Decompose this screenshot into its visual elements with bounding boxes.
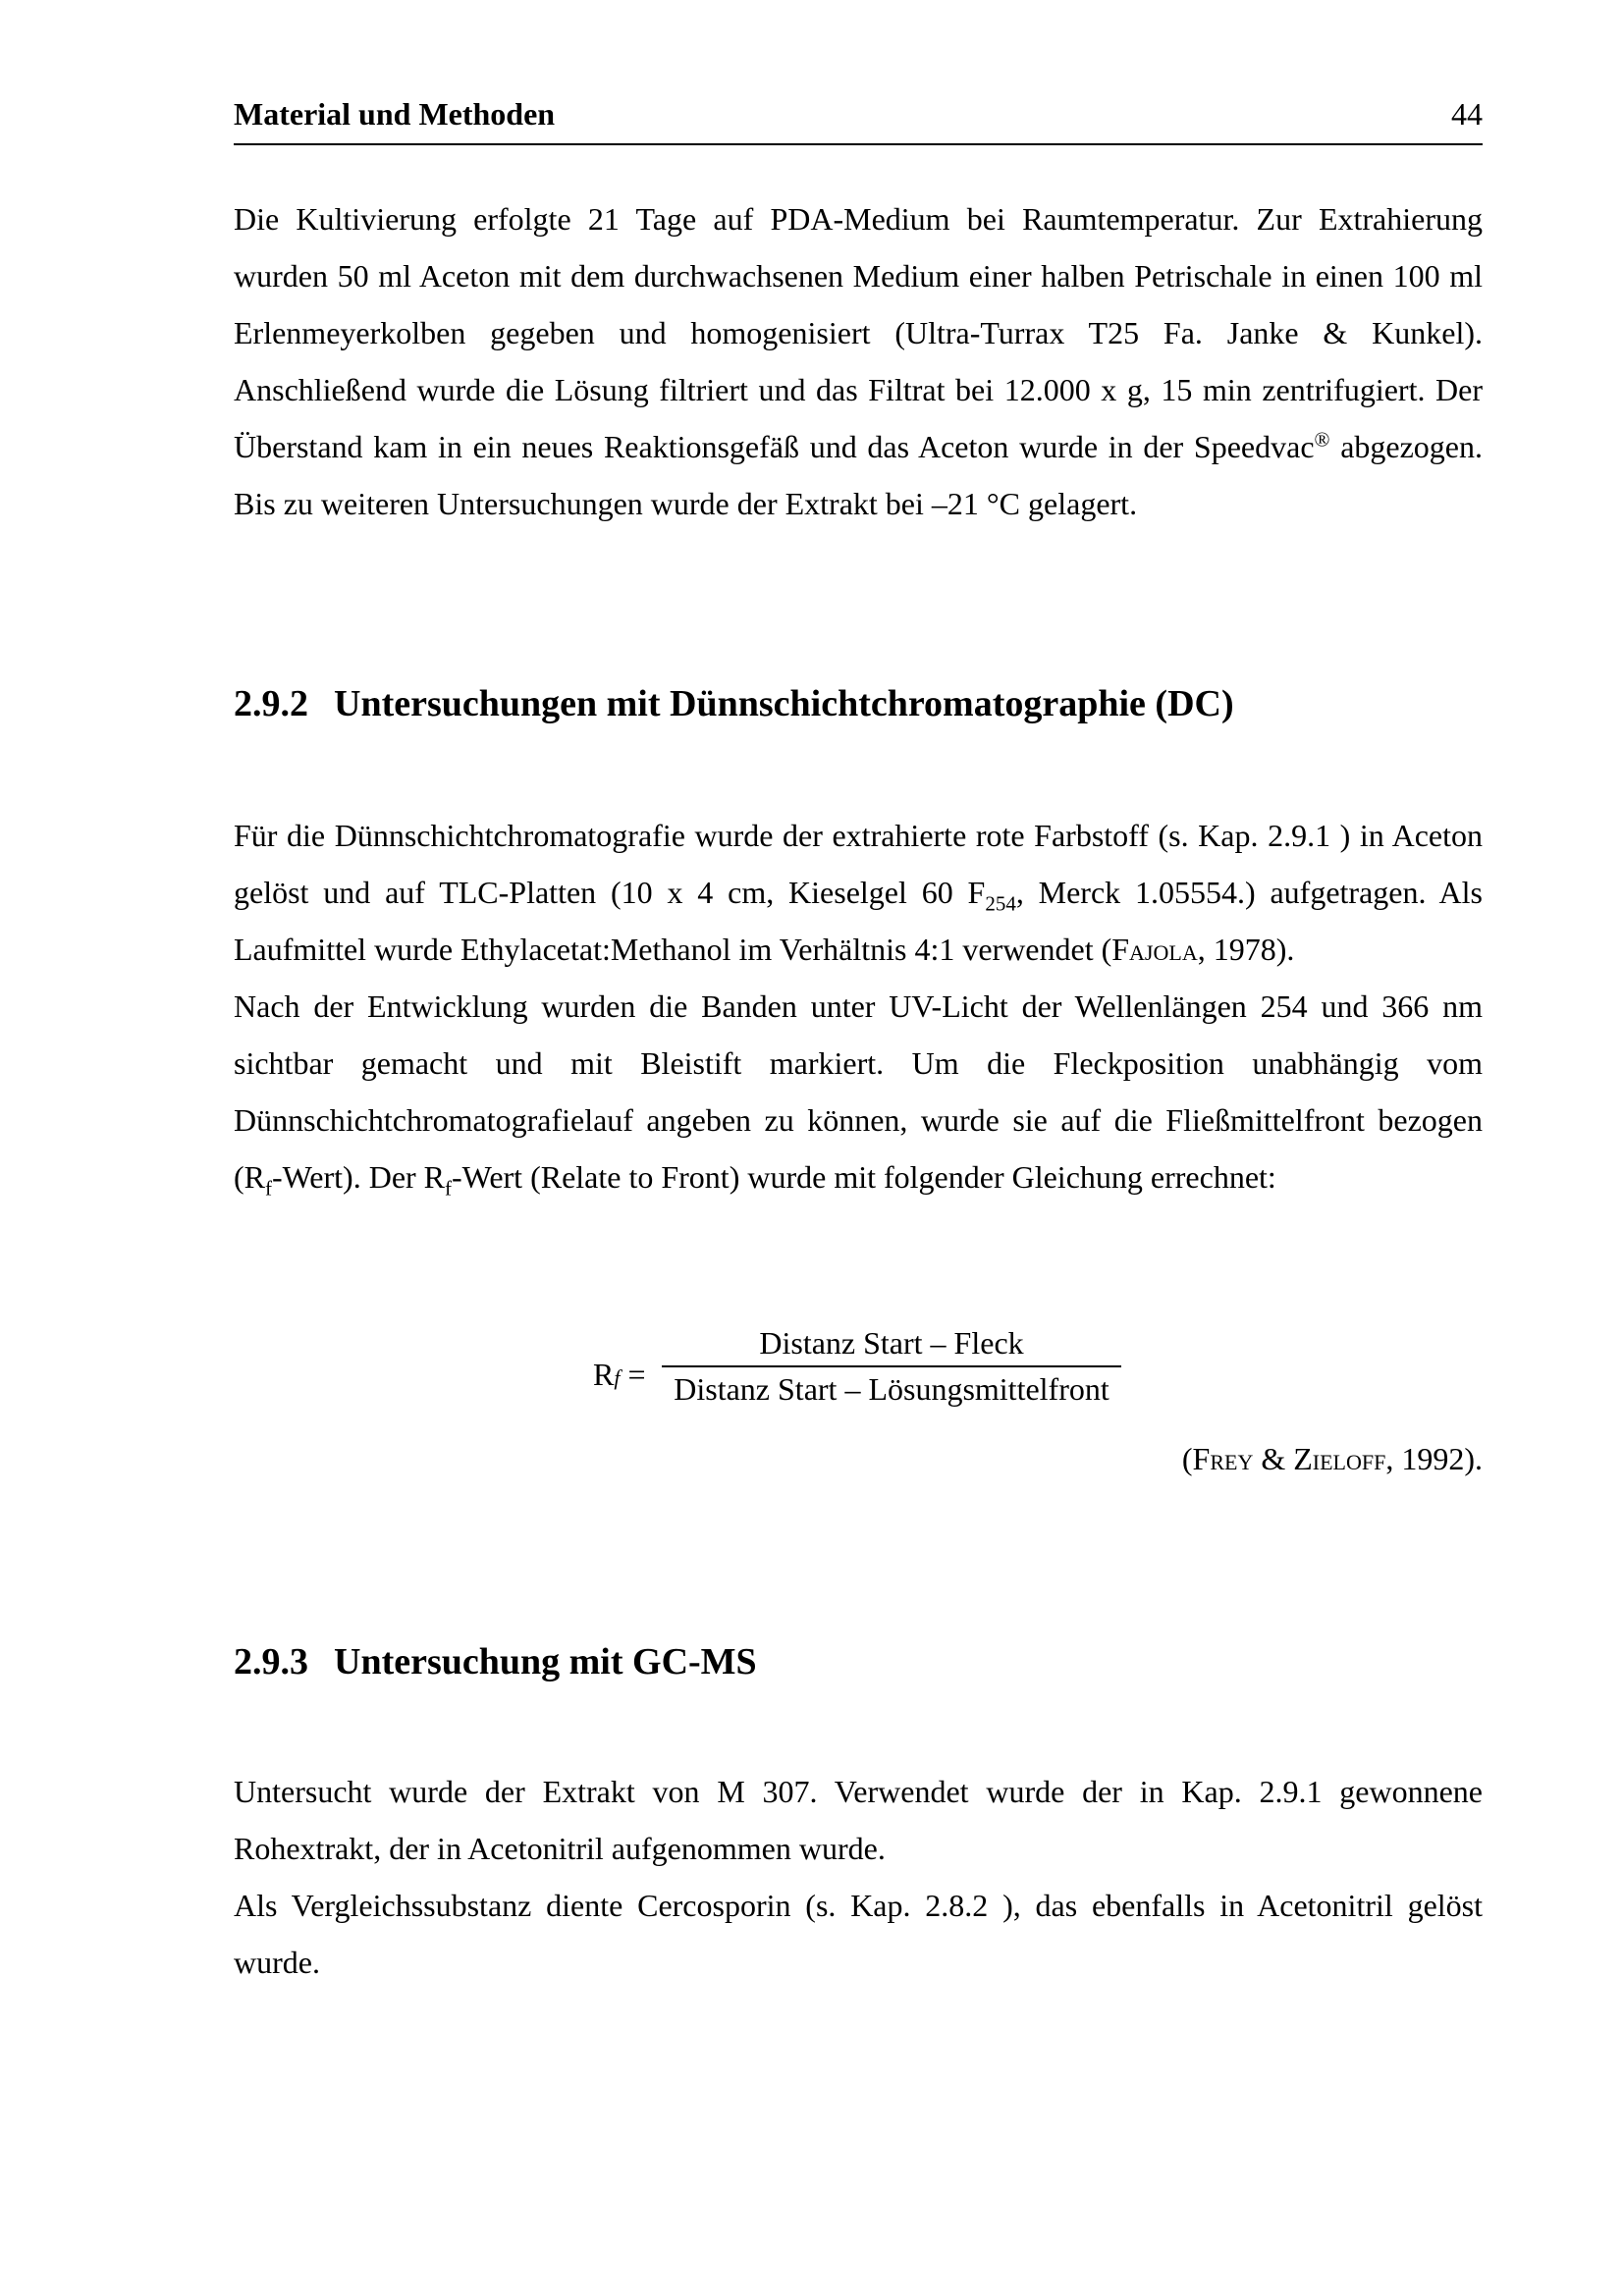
equals-sign: = [627, 1357, 646, 1392]
citation-author: Fajola [1111, 932, 1198, 967]
intro-text-1: Die Kultivierung erfolgte 21 Tage auf PDA-Medium bei Raumtemperatur. Zur Extrahierung wurden 50 ml Aceton mit dem durchwachsenen Medium einer halben Petrischale in einen 100 ml Erlenmeyerkolben gegeben und homogenisiert (Ultra-Turrax T25 Fa. Janke & Kunkel). Anschließend wurde die Lösung filtriert und das Filtrat bei 12.000 x g, 15 min zentrifugiert. Der Überstand kam in ein neues Reaktionsgefäß und das Aceton wurde in der Speedvac [234, 201, 1483, 464]
text-run: -Wert (Relate to Front) wurde mit folgender Gleichung errechnet: [452, 1159, 1276, 1195]
section-title: Untersuchung mit GC-MS [334, 1641, 757, 1682]
intro-text-2: abgezogen. Bis zu weiteren Untersuchungen wurde der Extrakt bei –21 °C gelagert. [234, 429, 1484, 521]
text-run: ( [1181, 1441, 1193, 1476]
paragraph [234, 978, 1483, 1205]
paragraph: Als Vergleichssubstanz diente Cercosporin (s. Kap. 2.8.2 ), das ebenfalls in Acetonitril gelöst wurde. [234, 1888, 1483, 1980]
page-number: 44 [1451, 96, 1483, 132]
equation-citation [1182, 1441, 1483, 1477]
registered-mark: ® [1314, 427, 1330, 452]
equation-numerator: Distanz Start – Fleck [662, 1325, 1121, 1367]
text-run: -Wert). Der R [272, 1159, 446, 1195]
paragraph: Untersucht wurde der Extrakt von M 307. Verwendet wurde der in Kap. 2.9.1 gewonnene Rohextrakt, der in Acetonitril aufgenommen wurde. [234, 1774, 1483, 1866]
section-293-body [234, 1763, 1483, 1991]
section-292-body [234, 807, 1483, 1205]
equation-lhs [593, 1357, 646, 1393]
section-number: 2.9.2 [234, 683, 308, 724]
page-header [234, 94, 1483, 145]
section-title: Untersuchungen mit Dünnschichtchromatographie (DC) [334, 683, 1234, 724]
text-run: , 1978). [1197, 932, 1295, 967]
equation-symbol: R [593, 1357, 615, 1392]
intro-paragraph [234, 190, 1483, 532]
text-run: Für die Dünnschichtchromatografie wurde der extrahierte rote Farbstoff (s. Kap. 2.9.1 ) in Aceton gelöst und auf TLC-Platten (10 x 4 cm, Kieselgel 60 F [234, 818, 1483, 910]
section-number: 2.9.3 [234, 1641, 308, 1682]
text-run: , Merck 1.05554.) aufgetragen. Als Laufmittel wurde Ethylacetat:Methanol im Verhältnis 4:1 verwendet ( [234, 875, 1484, 967]
equation-fraction [662, 1325, 1121, 1408]
section-heading-293 [234, 1637, 1483, 1686]
header-title: Material und Methoden [234, 96, 556, 132]
paragraph [234, 807, 1483, 978]
section-heading-292 [234, 679, 1483, 728]
equation-subscript: f [614, 1365, 621, 1390]
text-run: Nach der Entwicklung wurden die Banden unter UV-Licht der Wellenlängen 254 und 366 nm sichtbar gemacht und mit Bleistift markiert. Um die Fleckposition unabhängig vom Dünnschichtchromatografielauf angeben zu können, wurde sie auf die Fließmittelfront bezogen (R [234, 988, 1483, 1195]
equation-denominator: Distanz Start – Lösungsmittelfront [674, 1371, 1109, 1407]
subscript: f [445, 1176, 453, 1201]
citation-author: Frey & Zieloff [1192, 1441, 1386, 1476]
subscript: 254 [985, 891, 1016, 916]
subscript: f [265, 1176, 272, 1201]
rf-equation [593, 1325, 1123, 1423]
text-run: , 1992). [1385, 1441, 1483, 1476]
